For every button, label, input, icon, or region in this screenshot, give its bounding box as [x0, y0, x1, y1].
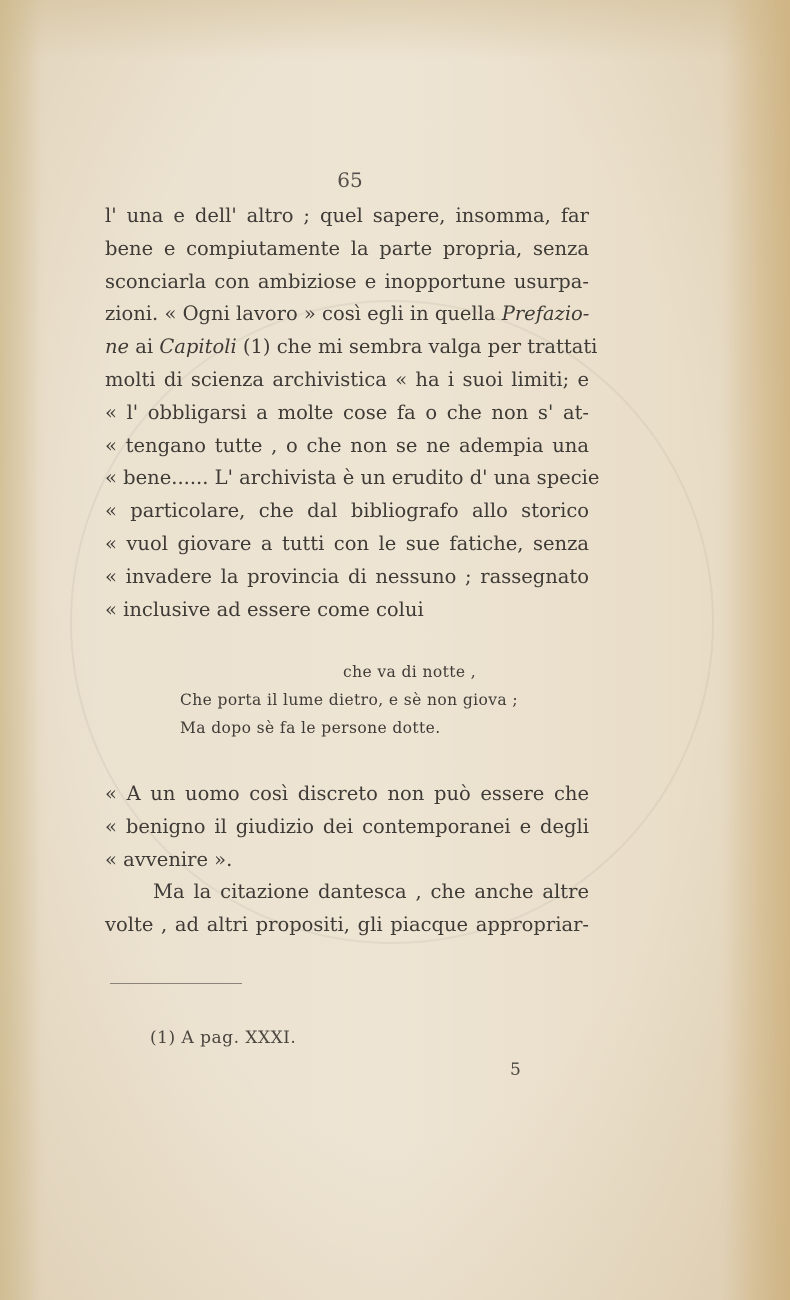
italic-title: Capitoli — [159, 335, 237, 359]
verse-quotation — [180, 658, 580, 742]
text-line: sconciarla con ambiziose e inopportune usurpa- — [105, 269, 589, 293]
signature-mark: 5 — [510, 1060, 521, 1080]
text-line: volte , ad altri propositi, gli piacque appropriar- — [105, 913, 589, 937]
text-line: « benigno il giudizio dei contemporanei e degli — [105, 814, 589, 838]
text-line — [105, 331, 598, 364]
text-line: « invadere la provincia di nessuno ; rassegnato — [105, 564, 589, 588]
text-line — [105, 298, 589, 331]
verse-line: Ma dopo sè fa le persone dotte. — [180, 719, 441, 737]
text-line: « tengano tutte , o che non se ne adempia una — [105, 433, 589, 457]
paragraph-1 — [105, 200, 600, 626]
italic-title: Prefazio- — [501, 302, 590, 326]
text-line: molti di scienza archivistica « ha i suoi limiti; e — [105, 367, 589, 391]
text-line: « inclusive ad essere come colui — [105, 597, 424, 621]
page-number: 65 — [337, 168, 363, 192]
text-line: « particolare, che dal bibliografo allo storico — [105, 499, 589, 523]
paragraph-2 — [105, 778, 589, 942]
footnote-rule — [110, 983, 242, 984]
verse-line: Che porta il lume dietro, e sè non giova ; — [180, 691, 518, 709]
text-line: Ma la citazione dantesca , che anche altre — [153, 880, 589, 904]
paper-stain-right — [720, 0, 790, 1300]
text-run: (1) che mi sembra valga per trattati — [236, 335, 598, 359]
italic-title: ne — [105, 335, 130, 359]
text-run: zioni. « Ogni lavoro » così egli in quella — [105, 302, 502, 326]
text-line: « A un uomo così discreto non può essere che — [105, 782, 589, 805]
text-run: ai — [129, 335, 160, 359]
paper-stain-top — [0, 0, 790, 60]
text-line: « avvenire ». — [105, 847, 233, 871]
text-line: « vuol giovare a tutti con le sue fatiche, senza — [105, 531, 589, 555]
verse-line: che va di notte , — [343, 663, 477, 681]
text-line: l' una e dell' altro ; quel sapere, insomma, far — [105, 204, 589, 227]
text-line: « l' obbligarsi a molte cose fa o che non s' at- — [105, 400, 589, 424]
text-line: « bene...... L' archivista è un erudito d' una specie — [105, 466, 600, 490]
footnote: (1) A pag. XXXI. — [150, 1028, 297, 1048]
text-line: bene e compiutamente la parte propria, senza — [105, 236, 589, 260]
paper-stain-left — [0, 0, 40, 1300]
